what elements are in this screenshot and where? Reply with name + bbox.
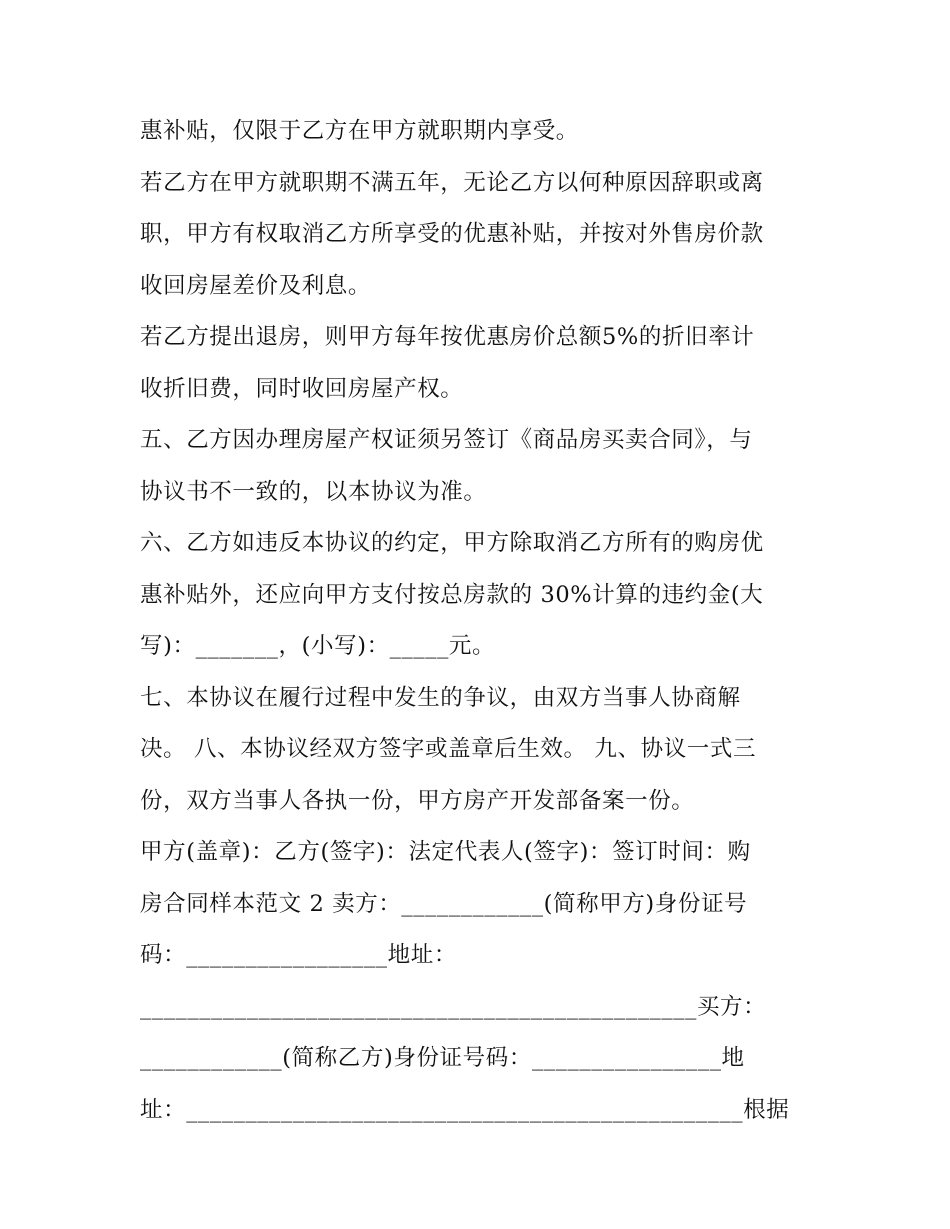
text-line: 若乙方提出退房，则甲方每年按优惠房价总额5%的折旧率计 bbox=[140, 324, 755, 350]
text-line: ____________(简称乙方)身份证号码：________________地 bbox=[140, 1045, 745, 1071]
text-line: 收折旧费，同时收回房屋产权。 bbox=[140, 375, 464, 402]
text-line: 收回房屋差价及利息。 bbox=[140, 272, 372, 299]
text-line: 惠补贴外，还应向甲方支付按总房款的 30%计算的违约金(大 bbox=[140, 581, 764, 608]
text-line: _______________________________________________买方： bbox=[140, 993, 767, 1020]
text-line: 六、乙方如违反本协议的约定，甲方除取消乙方所有的购房优 bbox=[140, 530, 764, 556]
text-line: 址：_______________________________________________根据 bbox=[140, 1096, 790, 1123]
text-line: 五、乙方因办理房屋产权证须另签订《商品房买卖合同》，与 bbox=[140, 427, 753, 453]
document-body bbox=[140, 106, 820, 1136]
text-line: 七、本协议在履行过程中发生的争议，由双方当事人协商解 bbox=[140, 684, 741, 711]
text-line: 职，甲方有权取消乙方所享受的优惠补贴，并按对外售房价款 bbox=[140, 221, 764, 247]
text-line: 码：_________________地址： bbox=[140, 942, 457, 968]
text-line: 写)：_______，(小写)：_____元。 bbox=[140, 633, 496, 659]
text-line: 房合同样本范文 2 卖方：____________(简称甲方)身份证号 bbox=[140, 890, 748, 917]
text-line: 惠补贴，仅限于乙方在甲方就职期内享受。 bbox=[140, 118, 579, 144]
text-line: 份，双方当事人各执一份，甲方房产开发部备案一份。 bbox=[140, 787, 695, 814]
text-line: 决。 八、本协议经双方签字或盖章后生效。 九、协议一式三 bbox=[140, 736, 757, 762]
text-line: 协议书不一致的，以本协议为准。 bbox=[140, 478, 487, 505]
text-line: 若乙方在甲方就职期不满五年，无论乙方以何种原因辞职或离 bbox=[140, 169, 764, 196]
text-line: 甲方(盖章)：乙方(签字)：法定代表人(签字)：签订时间：购 bbox=[140, 839, 751, 865]
